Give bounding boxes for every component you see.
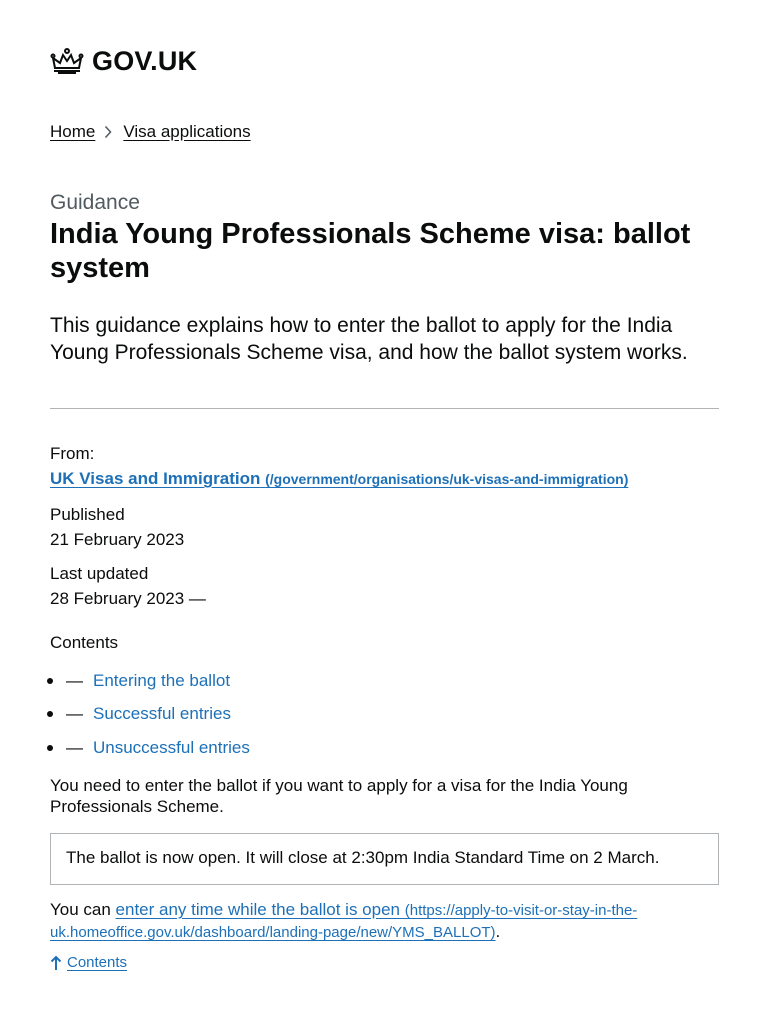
- dash: —: [66, 670, 83, 690]
- page-caption: Guidance: [50, 191, 140, 214]
- organisation-name: UK Visas and Immigration: [50, 469, 261, 488]
- breadcrumb: [50, 122, 251, 142]
- enter-ballot-link-text: enter any time while the ballot is open: [115, 900, 400, 919]
- organisation-line: [50, 469, 628, 489]
- contents-item: [50, 698, 250, 732]
- bullet-icon: [47, 745, 53, 751]
- organisation-url: (/government/organisations/uk-visas-and-immigration): [265, 471, 629, 487]
- contents-item: [50, 731, 250, 765]
- arrow-up-icon: [50, 955, 62, 971]
- organisation-link[interactable]: [50, 469, 628, 488]
- enter-ballot-url: (https://apply-to-visit-or-stay-in-the-uk.homeoffice.gov.uk/dashboard/landing-page/new/YMS_BALLOT): [50, 902, 638, 941]
- lead-paragraph: This guidance explains how to enter the ballot to apply for the India Young Professionals Scheme visa, and how the ballot system works.: [50, 314, 688, 364]
- crown-icon: [50, 47, 84, 75]
- last-updated-label: Last updated: [50, 564, 149, 583]
- cta-prefix: You can: [50, 900, 116, 919]
- page-title: India Young Professionals Scheme visa: ballot system: [50, 218, 691, 284]
- contents-link-unsuccessful-entries[interactable]: Unsuccessful entries: [93, 737, 250, 757]
- dash: —: [66, 704, 83, 724]
- published-date: 21 February 2023: [50, 530, 185, 549]
- breadcrumb-visa-applications-link[interactable]: Visa applications: [123, 122, 251, 141]
- bullet-icon: [47, 678, 53, 684]
- dash: —: [66, 737, 83, 757]
- bullet-icon: [47, 711, 53, 717]
- site-header: [50, 44, 197, 78]
- contents-link-successful-entries[interactable]: Successful entries: [93, 704, 231, 724]
- govuk-logo-text[interactable]: GOV.UK: [92, 45, 198, 76]
- chevron-right-icon: [104, 125, 112, 139]
- contents-item: [50, 664, 250, 698]
- contents-heading: Contents: [50, 633, 119, 652]
- intro-paragraph: You need to enter the ballot if you want to apply for a visa for the India Young Professionals Scheme.: [50, 776, 628, 816]
- section-divider: [50, 408, 719, 409]
- back-to-contents-link[interactable]: Contents: [67, 954, 128, 971]
- contents-list: [50, 664, 250, 765]
- contents-link-entering-the-ballot[interactable]: Entering the ballot: [93, 670, 231, 690]
- enter-ballot-link[interactable]: [50, 900, 637, 941]
- back-to-contents: [50, 954, 127, 971]
- last-updated-date: 28 February 2023 —: [50, 589, 206, 608]
- inset-text: The ballot is now open. It will close at 2:30pm India Standard Time on 2 March.: [66, 848, 660, 867]
- from-label: From:: [50, 444, 95, 463]
- breadcrumb-home-link[interactable]: Home: [50, 122, 96, 141]
- cta-paragraph: [50, 899, 719, 943]
- inset-notice: [50, 833, 719, 885]
- published-label: Published: [50, 505, 125, 524]
- cta-suffix: .: [495, 922, 501, 941]
